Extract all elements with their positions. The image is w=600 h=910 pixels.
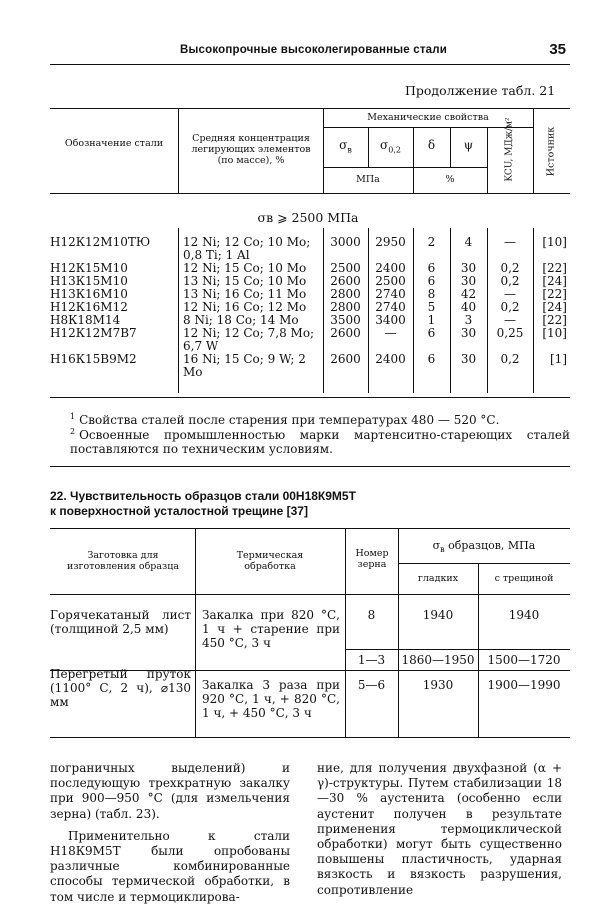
sigma-b-cell: 3000	[330, 235, 361, 249]
footnote-mark: 1	[70, 412, 76, 421]
grade-cell: Н12К12М10ТЮ	[50, 235, 151, 249]
delta-cell: 6	[427, 326, 436, 340]
grade-cell: Н12К12М7В7	[50, 326, 137, 340]
sigma-b-cell: 2500	[330, 261, 361, 275]
grade-cell: Н13К16М10	[50, 287, 128, 301]
sigma-b-cell: 2600	[330, 274, 361, 288]
footnote-text: Освоенные промышленностью марки мартенситно-стареющих сталей поставляются по техническим условиям.	[70, 427, 570, 456]
sigma-b-cell: 2800	[330, 300, 361, 314]
composition-cell: 13 Ni; 16 Co; 11 Mo	[183, 287, 307, 301]
table22-header-treatment: Термическая обработка	[236, 550, 304, 572]
table22-header-blank: Заготовка для изготовления образца	[66, 550, 179, 572]
kcu-cell: —	[504, 287, 516, 301]
table21-mech-rule	[323, 127, 533, 128]
smooth-cell: 1930	[422, 678, 454, 692]
sigma-02-cell: 2740	[375, 287, 406, 301]
table21-unit-rule	[323, 167, 487, 168]
treatment-cell: Закалка 3 раза при 920 °С, 1 ч, + 820 °С, 1 ч, + 450 °С, 3 ч	[202, 678, 340, 720]
grade-cell: Н12К16М12	[50, 300, 128, 314]
table21-continuation: Продолжение табл. 21	[405, 83, 556, 98]
psi-cell: 30	[460, 261, 477, 275]
table22-vline	[195, 528, 196, 737]
grade-cell: Н13К15М10	[50, 274, 128, 288]
smooth-cell: 1940	[422, 608, 454, 622]
source-cell: [22]	[542, 287, 567, 301]
paragraph: ние, для получения двухфазной (α + γ)-структуры. Путем стабилизации 18—30 % аустенита (особенно если аустенит получен в результате применения термоциклической обработки) могут быть существенно повышены пластичность, ударная вязкость и вязкость разрушения, сопротивление	[317, 761, 562, 897]
psi-cell: 3	[464, 313, 473, 327]
grain-cell: 1—3	[357, 653, 386, 667]
table21-header-unit-mpa: МПа	[356, 174, 380, 185]
table22-title-line: к поверхностной усталостной трещине [37]	[50, 504, 308, 518]
grade-cell: Н8К18М14	[50, 313, 121, 327]
psi-cell: 40	[460, 300, 477, 314]
table22-bottom-rule	[50, 737, 570, 738]
psi-cell: 30	[460, 326, 477, 340]
table21-vline	[533, 108, 534, 193]
footnote-mark: 2	[70, 426, 76, 436]
psi-cell: 42	[460, 287, 477, 301]
running-head-title: Высокопрочные высоколегированные стали	[180, 44, 448, 56]
grain-cell: 5—6	[357, 678, 386, 692]
table21-header-sigma-02: $\sigma_{0,2}$	[380, 138, 401, 155]
table21-header-unit-pct: %	[445, 174, 455, 185]
kcu-cell: 0,2	[500, 300, 520, 314]
footnote	[70, 413, 570, 428]
table21-header-bottom-rule	[50, 193, 570, 194]
sigma-b-cell: 3500	[330, 313, 361, 327]
table21-footnotes	[70, 413, 570, 457]
table21-bottom-rule	[50, 397, 570, 398]
source-cell: [24]	[542, 300, 567, 314]
sigma-b-cell: 2600	[330, 326, 361, 340]
table21-header-kcu: KCU, МДж/м²	[504, 117, 515, 182]
kcu-cell: 0,2	[500, 274, 520, 288]
source-cell: [24]	[542, 274, 567, 288]
delta-cell: 5	[427, 300, 436, 314]
delta-cell: 1	[427, 313, 436, 327]
table22-header-cracked: с трещиной	[494, 573, 554, 584]
delta-cell: 6	[427, 274, 436, 288]
paragraph: Применительно к стали Н18К9М5Т были опробованы различные комбинированные способы термической обработки, в том числе и термоциклирова-	[50, 828, 290, 904]
table22-vline	[398, 528, 399, 737]
delta-cell: 6	[427, 261, 436, 275]
kcu-cell: —	[504, 313, 516, 327]
treatment-cell: Закалка при 820 °С, 1 ч + старение при 450 °С, 3 ч	[202, 608, 340, 650]
sigma-02-cell: —	[384, 326, 397, 340]
source-cell: [22]	[542, 313, 567, 327]
blank-cell: Перегретый пруток (1100° С, 2 ч), ⌀130 мм	[50, 667, 191, 709]
table21-header-mechanical: Механические свойства	[367, 112, 489, 123]
paragraph: пограничных выделений) и последующую трехкратную закалку при 900—950 °С (для измельчения зерна) (табл. 23).	[50, 761, 290, 821]
table21-group-label: σв ⩾ 2500 МПа	[257, 210, 359, 225]
table21-top-rule	[50, 108, 570, 109]
body-column-right	[317, 761, 562, 898]
source-cell: [1]	[550, 352, 567, 366]
table22-header-bottom-rule	[50, 594, 570, 595]
grain-cell: 8	[367, 608, 376, 622]
table21-header-source: Источник	[545, 126, 557, 177]
kcu-cell: 0,2	[500, 261, 520, 275]
delta-cell: 2	[427, 235, 436, 249]
smooth-cell: 1860—1950	[401, 653, 475, 667]
cracked-cell: 1500—1720	[487, 653, 561, 667]
table21-header-grade: Обозначение стали	[64, 138, 164, 149]
body-column-left	[50, 761, 290, 905]
table22-title-line: 22. Чувствительность образцов стали 00Н18К9М5Т	[50, 489, 356, 503]
table22-top-rule	[50, 528, 570, 529]
kcu-cell: —	[504, 235, 516, 249]
section-divider	[50, 466, 570, 467]
table21-vline	[533, 228, 534, 393]
composition-cell: 12 Ni; 12 Co; 7,8 Mo; 6,7 W	[183, 326, 315, 353]
sigma-02-cell: 2740	[375, 300, 406, 314]
blank-cell: Горячекатаный лист (толщиной 2,5 мм)	[50, 608, 191, 636]
composition-cell: 16 Ni; 15 Co; 9 W; 2 Mo	[183, 352, 306, 379]
composition-cell: 8 Ni; 18 Co; 14 Mo	[183, 313, 299, 327]
cracked-cell: 1900—1990	[487, 678, 561, 692]
table21-vline	[178, 228, 179, 393]
table22-header-grain: Номер зерна	[355, 548, 389, 570]
footnote-text: Свойства сталей после старения при температурах 480 — 520 °С.	[79, 413, 500, 427]
footnote	[70, 428, 570, 457]
composition-cell: 12 Ni; 12 Co; 10 Mo; 0,8 Ti; 1 Al	[183, 235, 311, 262]
table22-row-rule	[345, 649, 570, 650]
table-22	[50, 528, 570, 738]
sigma-02-cell: 2950	[375, 235, 406, 249]
source-cell: [10]	[542, 235, 567, 249]
kcu-cell: 0,25	[496, 326, 524, 340]
sigma-02-cell: 2400	[375, 261, 406, 275]
delta-cell: 8	[427, 287, 436, 301]
composition-cell: 13 Ni; 15 Co; 10 Mo	[183, 274, 307, 288]
table22-sigma-rule	[398, 563, 570, 564]
sigma-b-cell: 2800	[330, 287, 361, 301]
kcu-cell: 0,2	[500, 352, 520, 366]
composition-cell: 12 Ni; 16 Co; 12 Mo	[183, 300, 307, 314]
sigma-02-cell: 2400	[375, 352, 406, 366]
running-head	[50, 40, 570, 65]
composition-cell: 12 Ni; 15 Co; 10 Mo	[183, 261, 307, 275]
table22-header-smooth: гладких	[417, 573, 459, 584]
table22-title	[50, 489, 570, 519]
grade-cell: Н16К15В9М2	[50, 352, 137, 366]
table21-header-psi: ψ	[463, 138, 474, 152]
table-21	[50, 108, 570, 398]
source-cell: [10]	[542, 326, 567, 340]
page-number: 35	[549, 41, 566, 58]
table22-row-rule	[195, 670, 570, 671]
table21-header-delta: δ	[427, 138, 436, 152]
table21-header-sigma-b: $\sigma_в$	[339, 138, 352, 155]
table21-header-composition: Средняя концентрация легирующих элементов (по массе), %	[191, 133, 311, 166]
sigma-02-cell: 3400	[375, 313, 406, 327]
psi-cell: 30	[460, 352, 477, 366]
table22-vline	[478, 563, 479, 737]
table22-vline	[345, 528, 346, 737]
delta-cell: 6	[427, 352, 436, 366]
source-cell: [22]	[542, 261, 567, 275]
cracked-cell: 1940	[508, 608, 540, 622]
grade-cell: Н12К15М10	[50, 261, 128, 275]
table21-vline	[178, 108, 179, 193]
sigma-b-cell: 2600	[330, 352, 361, 366]
psi-cell: 30	[460, 274, 477, 288]
psi-cell: 4	[464, 235, 473, 249]
sigma-02-cell: 2500	[375, 274, 406, 288]
table22-header-sigma: $\sigma_в$ образцов, МПа	[432, 539, 536, 555]
table21-vline	[487, 127, 488, 193]
